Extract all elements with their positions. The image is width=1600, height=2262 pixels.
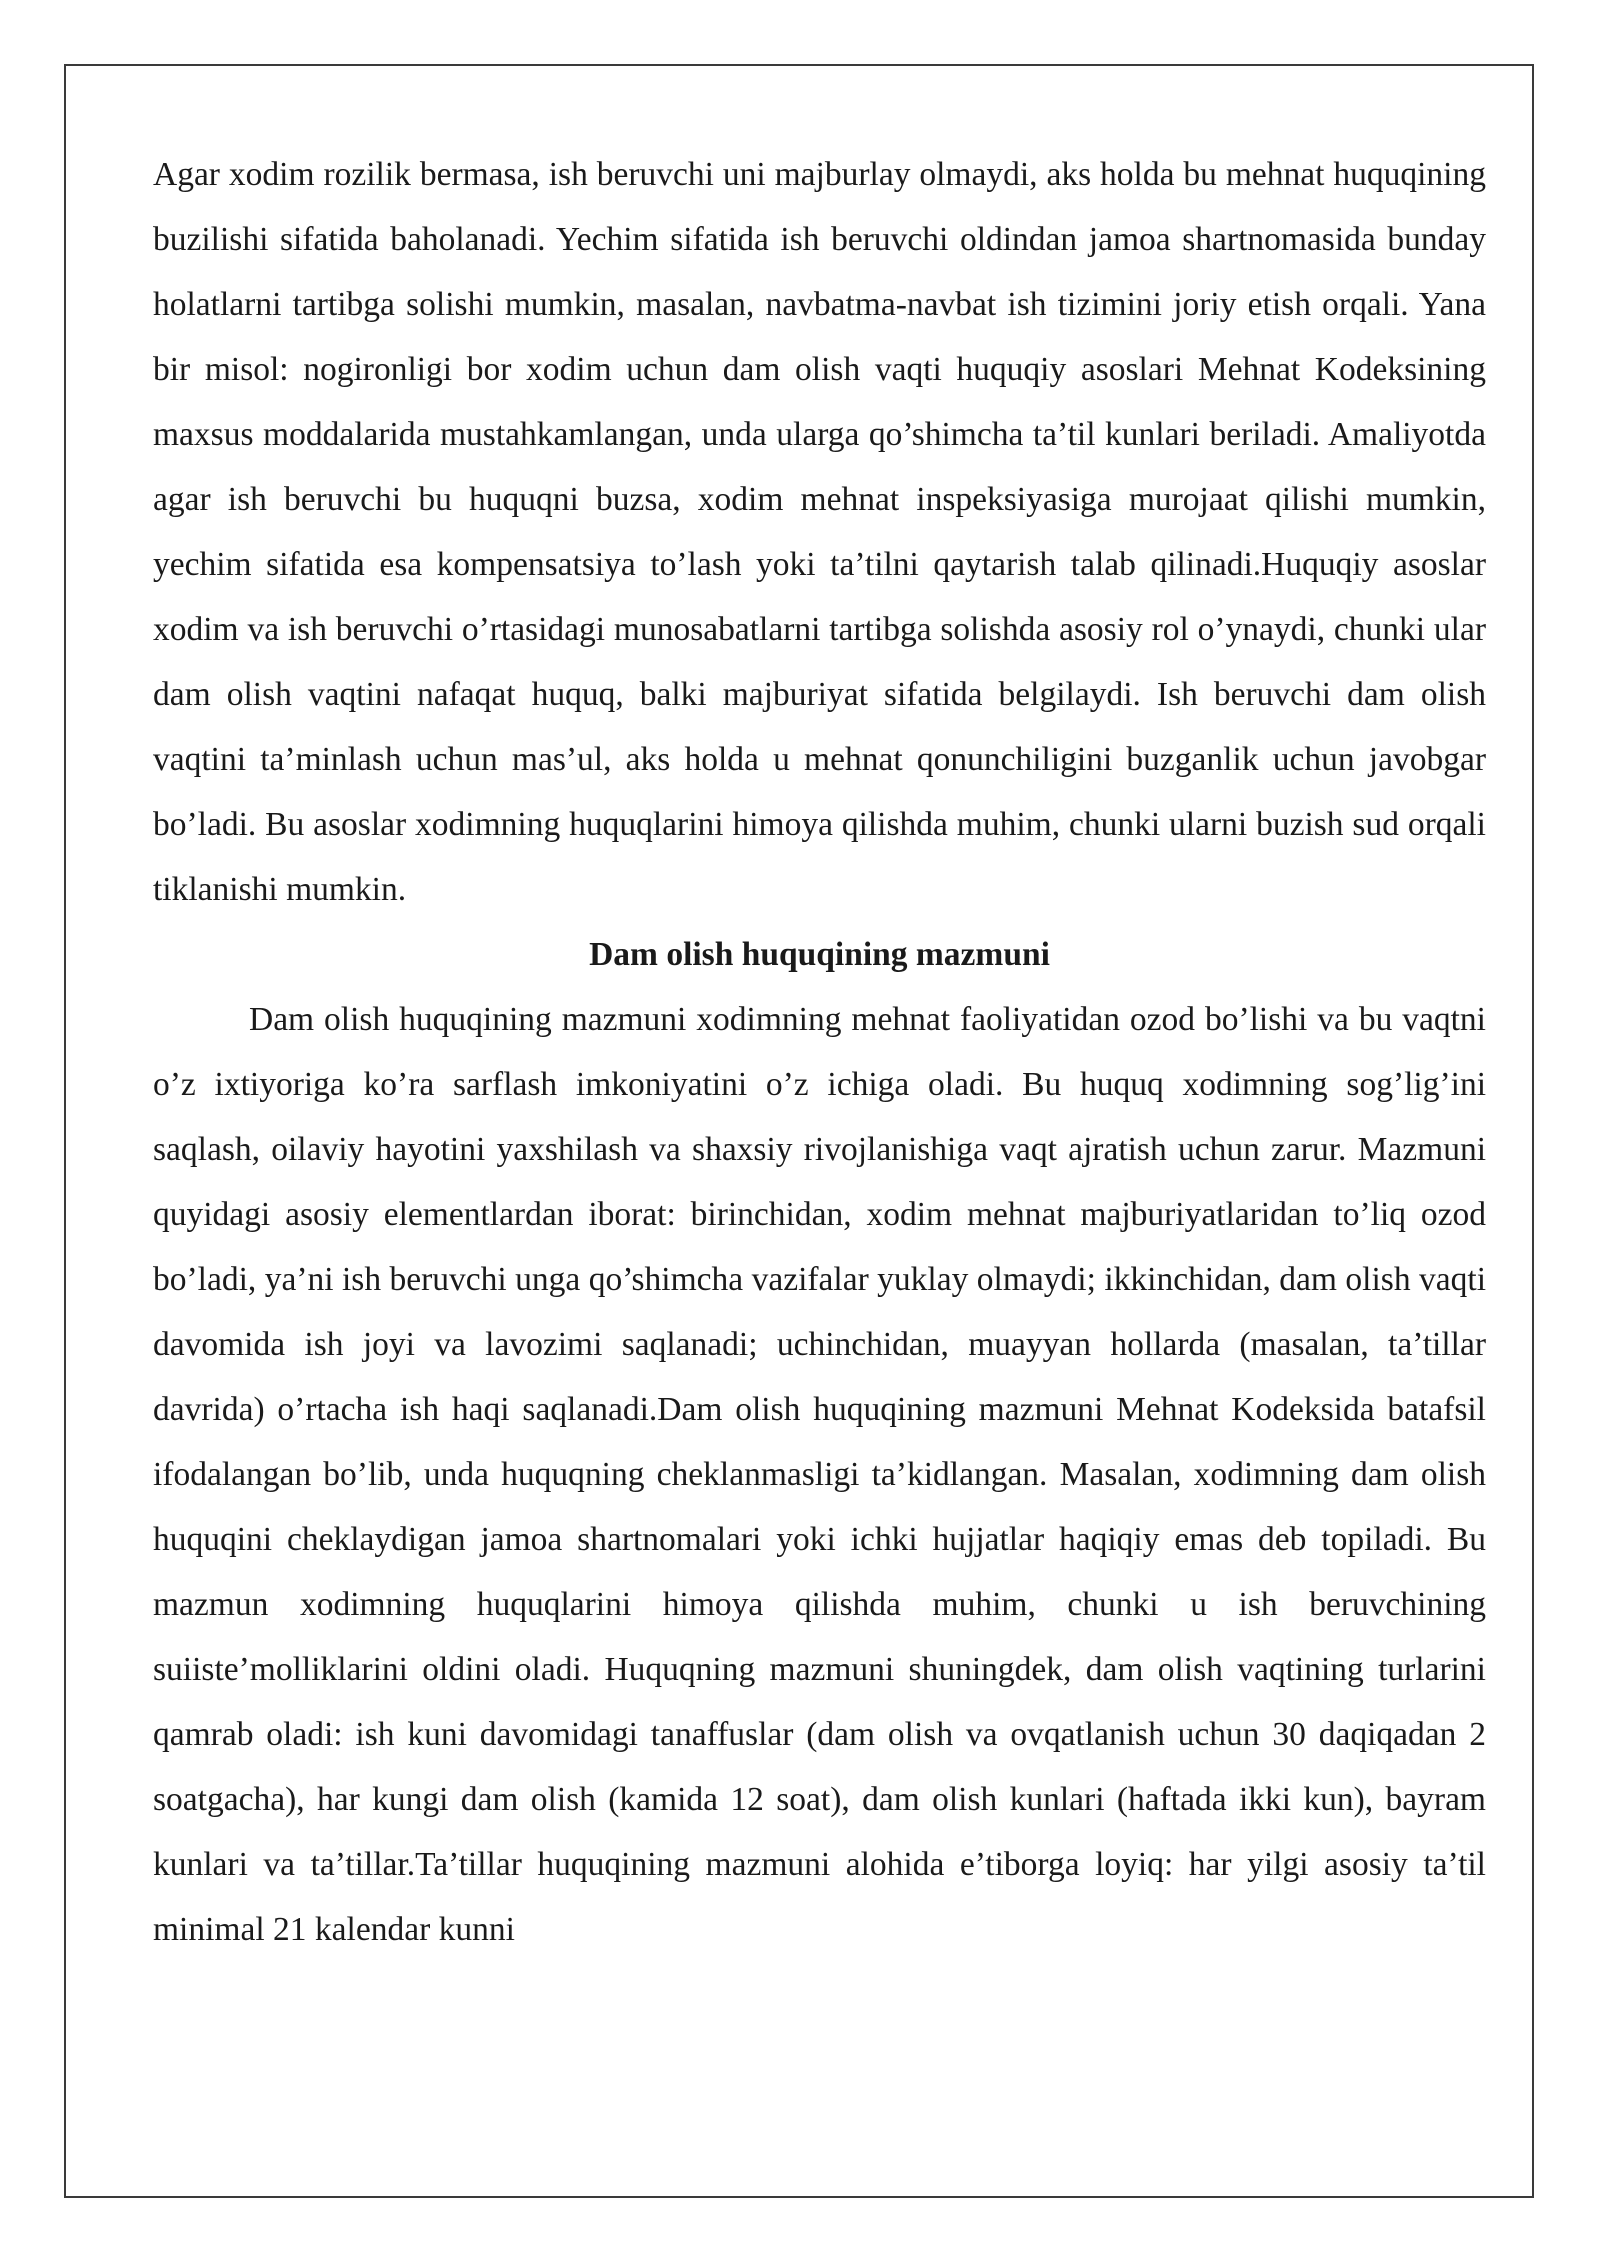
body-paragraph: Agar xodim rozilik bermasa, ish beruvchi uni majburlay olmaydi, aks holda bu mehnat huquqining buzilishi sifatida baholanadi. Yechim sifatida ish beruvchi oldindan jamoa shartnomasida bunday holatlarni tartibga solishi mumkin, masalan, navbatma-navbat ish tizimini joriy etish orqali. Yana bir misol: nogironligi bor xodim uchun dam olish vaqti huquqiy asoslari Mehnat Kodeksining maxsus moddalarida mustahkamlangan, unda ularga qo’shimcha ta’til kunlari beriladi. Amaliyotda agar ish beruvchi bu huquqni buzsa, xodim mehnat inspeksiyasiga murojaat qilishi mumkin, yechim sifatida esa kompensatsiya to’lash yoki ta’tilni qaytarish talab qilinadi.Huquqiy asoslar xodim va ish beruvchi o’rtasidagi munosabatlarni tartibga solishda asosiy rol o’ynaydi, chunki ular dam olish vaqtini nafaqat huquq, balki majburiyat sifatida belgilaydi. Ish beruvchi dam olish vaqtini ta’minlash uchun mas’ul, aks holda u mehnat qonunchiligini buzganlik uchun javobgar bo’ladi. Bu asoslar xodimning huquqlarini himoya qilishda muhim, chunki ularni buzish sud orqali tiklanishi mumkin. (153, 156, 1486, 908)
body-paragraph: Dam olish huquqining mazmuni xodimning mehnat faoliyatidan ozod bo’lishi va bu vaqtni o’z ixtiyoriga ko’ra sarflash imkoniyatini o’z ichiga oladi. Bu huquq xodimning sog’lig’ini saqlash, oilaviy hayotini yaxshilash va shaxsiy rivojlanishiga vaqt ajratish uchun zarur. Mazmuni quyidagi asosiy elementlardan iborat: birinchidan, xodim mehnat majburiyatlaridan to’liq ozod bo’ladi, ya’ni ish beruvchi unga qo’shimcha vazifalar yuklay olmaydi; ikkinchidan, dam olish vaqti davomida ish joyi va lavozimi saqlanadi; uchinchidan, muayyan hollarda (masalan, ta’tillar davrida) o’rtacha ish haqi saqlanadi.Dam olish huquqining mazmuni Mehnat Kodeksida batafsil ifodalangan bo’lib, unda huquqning cheklanmasligi ta’kidlangan. Masalan, xodimning dam olish huquqini cheklaydigan jamoa shartnomalari yoki ichki hujjatlar haqiqiy emas deb topiladi. Bu mazmun xodimning huquqlarini himoya qilishda muhim, chunki u ish beruvchining suiiste’molliklarini oldini oladi. Huquqning mazmuni shuningdek, dam olish vaqtining turlarini qamrab oladi: ish kuni davomidagi tanaffuslar (dam olish va ovqatlanish uchun 30 daqiqadan 2 soatgacha), har kungi dam olish (kamida 12 soat), dam olish kunlari (haftada ikki kun), bayram kunlari va ta’tillar.Ta’tillar huquqining mazmuni alohida e’tiborga loyiq: har yilgi asosiy ta’til minimal 21 kalendar kunni (153, 1001, 1486, 1948)
document-body (153, 142, 1486, 1962)
section-heading: Dam olish huquqining mazmuni (589, 936, 1050, 973)
